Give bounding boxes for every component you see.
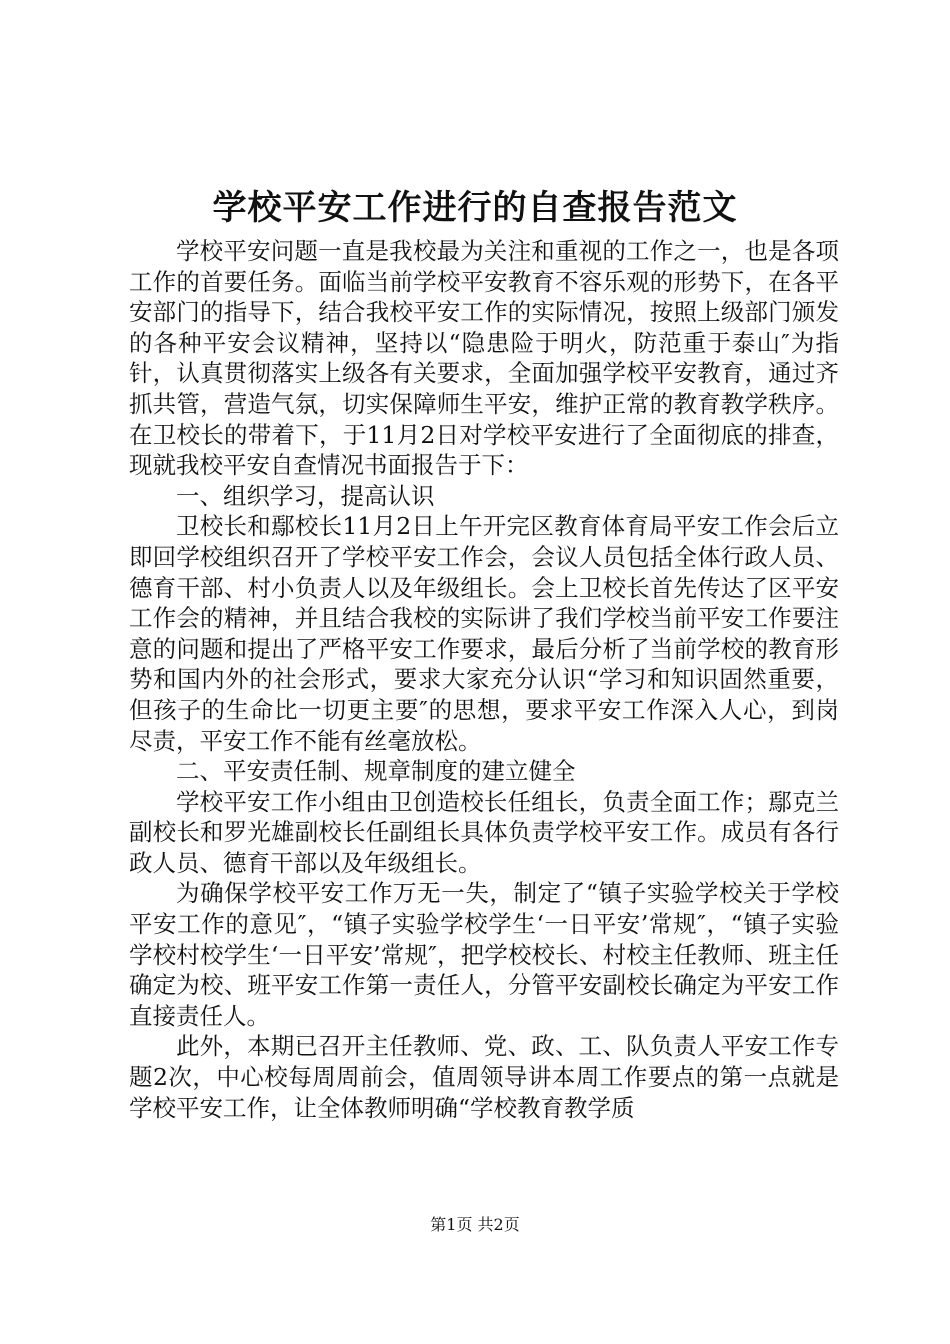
paragraph-intro: 学校平安问题一直是我校最为关注和重视的工作之一，也是各项工作的首要任务。面临当前学校平安教育不容乐观的形势下，在各平安部门的指导下，结合我校平安工作的实际情况，按照上级部门颁发的各种平安会议精神，坚持以“隐患险于明火，防范重于泰山″为指针，认真贯彻落实上级各有关要求，全面加强学校平安教育，通过齐抓共管，营造气氛，切实保障师生平安，维护正常的教育教学秩序。在卫校长的带着下，于11月2日对学校平安进行了全面彻底的排查，现就我校平安自查情况书面报告于下： <box>129 237 839 480</box>
section-heading-2: 二、平安责任制、规章制度的建立健全 <box>176 757 576 786</box>
paragraph-section-2c: 此外，本期已召开主任教师、党、政、工、队负责人平安工作专题2次，中心校每周周前会，值周领导讲本周工作要点的第一点就是学校平安工作，让全体教师明确“学校教育教学质 <box>129 1032 839 1122</box>
section-heading-1: 一、组织学习，提高认识 <box>176 481 435 510</box>
paragraph-section-1: 卫校长和鄢校长11月2日上午开完区教育体育局平安工作会后立即回学校组织召开了学校平安工作会，会议人员包括全体行政人员、德育干部、村小负责人以及年级组长。会上卫校长首先传达了区平安工作会的精神，并且结合我校的实际讲了我们学校当前平安工作要注意的问题和提出了严格平安工作要求，最后分析了当前学校的教育形势和国内外的社会形式，要求大家充分认识“学习和知识固然重要，但孩子的生命比一切更主要″的思想，要求平安工作深入人心，到岗尽责，平安工作不能有丝毫放松。 <box>129 512 839 755</box>
paragraph-section-2b: 为确保学校平安工作万无一失，制定了“镇子实验学校关于学校平安工作的意见″，“镇子实验学校学生‘一日平安’常规″，“镇子实验学校村校学生‘一日平安’常规″，把学校校长、村校主任教师、班主任确定为校、班平安工作第一责任人，分管平安副校长确定为平安工作直接责任人。 <box>129 879 839 1030</box>
document-title: 学校平安工作进行的自查报告范文 <box>212 188 738 228</box>
paragraph-section-2a: 学校平安工作小组由卫创造校长任组长，负责全面工作；鄢克兰副校长和罗光雄副校长任副组长具体负责学校平安工作。成员有各行政人员、德育干部以及年级组长。 <box>129 787 839 877</box>
page-footer: 第1页 共2页 <box>430 1215 520 1234</box>
document-body <box>129 236 839 1123</box>
